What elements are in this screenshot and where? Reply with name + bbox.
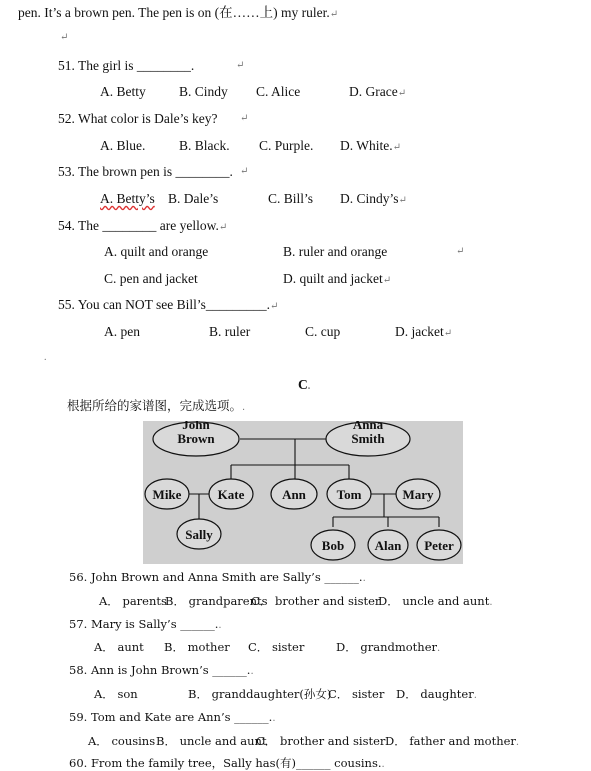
option-56-d[interactable]: D． uncle and aunt. [378, 594, 493, 608]
section-heading: C. [298, 377, 311, 392]
label-mike: Mike [152, 487, 182, 502]
label-kate: Kate [217, 487, 245, 502]
section-instruction: 根据所给的家谱图，完成选项。. [67, 398, 246, 413]
option-53-a[interactable]: A. Betty’s [100, 191, 155, 206]
option-54-a[interactable]: A. quilt and orange [104, 244, 209, 259]
option-59-c[interactable]: C． brother and sister [256, 734, 386, 748]
paragraph-mark: ↵ [60, 32, 69, 43]
option-59-a[interactable]: A． cousins [88, 734, 156, 748]
question-53: 53. The brown pen is ________. [58, 164, 233, 179]
option-54-b[interactable]: B. ruler and orange [283, 244, 388, 259]
label-tom: Tom [336, 487, 362, 502]
option-56-c[interactable]: C． brother and sister [251, 594, 381, 608]
option-54-d[interactable]: D. quilt and jacket↵ [283, 271, 392, 286]
label-bob: Bob [321, 538, 345, 553]
paragraph-mark: ↵ [240, 113, 249, 124]
option-54-c[interactable]: C. pen and jacket [104, 271, 198, 286]
passage-line: pen. It’s a brown pen. The pen is on (在……上) my ruler.↵ [18, 5, 339, 20]
paragraph-mark: ↵ [236, 60, 245, 71]
option-57-a[interactable]: A． aunt [94, 640, 144, 654]
option-59-b[interactable]: B． uncle and aunt [156, 734, 267, 748]
option-53-c[interactable]: C. Bill’s [268, 191, 314, 206]
question-59: 59. Tom and Kate are Ann’s ______.. [69, 710, 276, 724]
option-56-b[interactable]: B． grandparents [165, 594, 268, 608]
paragraph-mark: ↵ [240, 166, 249, 177]
question-51: 51. The girl is ________. [58, 58, 195, 73]
question-52: 52. What color is Dale’s key? [58, 111, 218, 126]
question-58: 58. Ann is John Brown’s ______.. [69, 663, 254, 677]
option-58-d[interactable]: D． daughter. [396, 687, 477, 701]
option-51-b[interactable]: B. Cindy [179, 84, 228, 99]
option-58-a[interactable]: A． son [94, 687, 138, 701]
question-56: 56. John Brown and Anna Smith are Sally’s ______.. [69, 570, 366, 584]
question-54: 54. The ________ are yellow.↵ [58, 218, 228, 233]
option-53-d[interactable]: D. Cindy’s↵ [340, 191, 407, 206]
option-52-b[interactable]: B. Black. [179, 138, 230, 153]
option-51-a[interactable]: A. Betty [100, 84, 146, 99]
question-57: 57. Mary is Sally’s ______.. [69, 617, 222, 631]
label-alan: Alan [374, 538, 402, 553]
option-55-d[interactable]: D. jacket↵ [395, 324, 453, 339]
option-55-a[interactable]: A. pen [104, 324, 140, 339]
option-59-d[interactable]: D． father and mother. [385, 734, 520, 748]
option-58-b[interactable]: B． granddaughter(孙女) [188, 687, 332, 701]
option-58-c[interactable]: C． sister [328, 687, 385, 701]
label-john-brown: John Brown [177, 421, 215, 446]
option-55-c[interactable]: C. cup [305, 324, 341, 339]
label-ann: Ann [282, 487, 306, 502]
option-52-c[interactable]: C. Purple. [259, 138, 314, 153]
option-57-d[interactable]: D． grandmother. [336, 640, 441, 654]
option-53-b[interactable]: B. Dale’s [168, 191, 219, 206]
option-52-d[interactable]: D. White.↵ [340, 138, 402, 153]
paragraph-mark: ↵ [456, 246, 465, 257]
label-sally: Sally [185, 527, 213, 542]
option-55-b[interactable]: B. ruler [209, 324, 251, 339]
label-peter: Peter [424, 538, 454, 553]
option-51-d[interactable]: D. Grace↵ [349, 84, 407, 99]
paragraph-mark: . [44, 352, 47, 363]
option-56-a[interactable]: A． parents [99, 594, 167, 608]
label-mary: Mary [402, 487, 434, 502]
option-57-b[interactable]: B． mother [164, 640, 230, 654]
question-55: 55. You can NOT see Bill’s_________.↵ [58, 297, 279, 312]
label-anna-smith: Anna Smith [351, 421, 385, 446]
family-tree-diagram [143, 421, 463, 564]
option-57-c[interactable]: C． sister [248, 640, 305, 654]
option-51-c[interactable]: C. Alice [256, 84, 301, 99]
option-52-a[interactable]: A. Blue. [100, 138, 146, 153]
question-60: 60. From the family tree，Sally has(有)______ cousins.. [69, 756, 385, 770]
